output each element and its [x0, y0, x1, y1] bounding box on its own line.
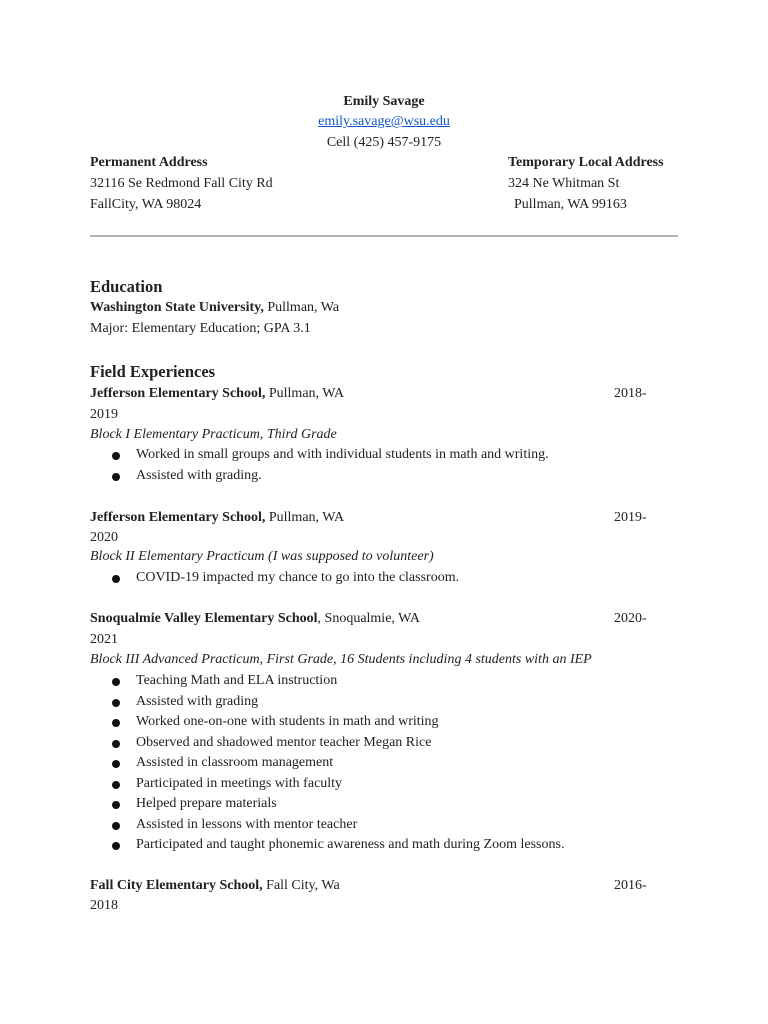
experience-bullet: Assisted in classroom management — [136, 755, 334, 770]
permanent-address-line1: 32116 Se Redmond Fall City Rd — [90, 176, 273, 191]
experience-bullet: Assisted in lessons with mentor teacher — [136, 817, 358, 832]
experience-school: Jefferson Elementary School, — [90, 510, 266, 525]
experience-bullet: Teaching Math and ELA instruction — [136, 673, 338, 688]
experience-bullet: Assisted with grading — [136, 694, 259, 709]
temporary-address-line1: 324 Ne Whitman St — [508, 176, 620, 191]
experience-year-start: 2018- — [614, 386, 647, 401]
experience-year-end: 2019 — [90, 407, 118, 422]
education-major: Major: Elementary Education; GPA 3.1 — [90, 321, 311, 336]
experience-location: , Snoqualmie, WA — [317, 611, 420, 626]
permanent-address-label: Permanent Address — [90, 155, 208, 170]
experience-bullet: Helped prepare materials — [136, 796, 277, 811]
experience-year-start: 2019- — [614, 510, 647, 525]
experience-school-line — [90, 878, 340, 895]
bullet-icon — [112, 678, 120, 686]
experience-bullet: Participated and taught phonemic awareness and math during Zoom lessons. — [136, 837, 565, 852]
experience-location: Pullman, WA — [265, 386, 345, 401]
education-heading: Education — [90, 277, 163, 296]
experience-bullet: Participated in meetings with faculty — [136, 776, 343, 791]
bullet-icon — [112, 781, 120, 789]
experience-year-end: 2018 — [90, 898, 118, 913]
phone: Cell (425) 457-9175 — [326, 135, 442, 150]
experience-school: Fall City Elementary School, — [90, 878, 263, 893]
bullet-icon — [112, 719, 120, 727]
bullet-icon — [112, 473, 120, 481]
experience-school: Jefferson Elementary School, — [90, 386, 266, 401]
candidate-name: Emily Savage — [343, 94, 425, 109]
experience-year-end: 2021 — [90, 632, 118, 647]
experience-bullet: Observed and shadowed mentor teacher Megan Rice — [136, 735, 432, 750]
experience-location: Fall City, Wa — [262, 878, 340, 893]
temporary-address-label: Temporary Local Address — [508, 155, 664, 170]
experience-role: Block III Advanced Practicum, First Grade, 16 Students including 4 students with an IEP — [90, 652, 592, 667]
email-link[interactable]: emily.savage@wsu.edu — [318, 114, 450, 129]
education-school-line — [90, 300, 339, 317]
permanent-address-line2: FallCity, WA 98024 — [90, 197, 202, 212]
bullet-icon — [112, 452, 120, 460]
bullet-icon — [112, 801, 120, 809]
bullet-icon — [112, 842, 120, 850]
experience-school-line — [90, 510, 344, 527]
education-school: Washington State University, — [90, 300, 264, 315]
experience-school: Snoqualmie Valley Elementary School — [90, 611, 318, 626]
bullet-icon — [112, 760, 120, 768]
experience-role: Block II Elementary Practicum (I was supposed to volunteer) — [90, 549, 434, 564]
experience-bullet: Worked in small groups and with individual students in math and writing. — [136, 447, 549, 462]
experience-bullet: COVID-19 impacted my chance to go into the classroom. — [136, 570, 460, 585]
email-link-wrap — [0, 114, 768, 131]
experience-school-line — [90, 611, 420, 628]
header-divider — [90, 235, 678, 237]
field-experiences-heading: Field Experiences — [90, 362, 216, 381]
bullet-icon — [112, 740, 120, 748]
experience-location: Pullman, WA — [265, 510, 345, 525]
education-location: Pullman, Wa — [263, 300, 340, 315]
experience-year-start: 2020- — [614, 611, 647, 626]
bullet-icon — [112, 822, 120, 830]
experience-bullet: Worked one-on-one with students in math and writing — [136, 714, 439, 729]
experience-year-end: 2020 — [90, 530, 118, 545]
bullet-icon — [112, 699, 120, 707]
experience-school-line — [90, 386, 344, 403]
temporary-address-line2: Pullman, WA 99163 — [514, 197, 627, 212]
bullet-icon — [112, 575, 120, 583]
experience-year-start: 2016- — [614, 878, 647, 893]
experience-bullet: Assisted with grading. — [136, 468, 262, 483]
experience-role: Block I Elementary Practicum, Third Grade — [90, 427, 337, 442]
